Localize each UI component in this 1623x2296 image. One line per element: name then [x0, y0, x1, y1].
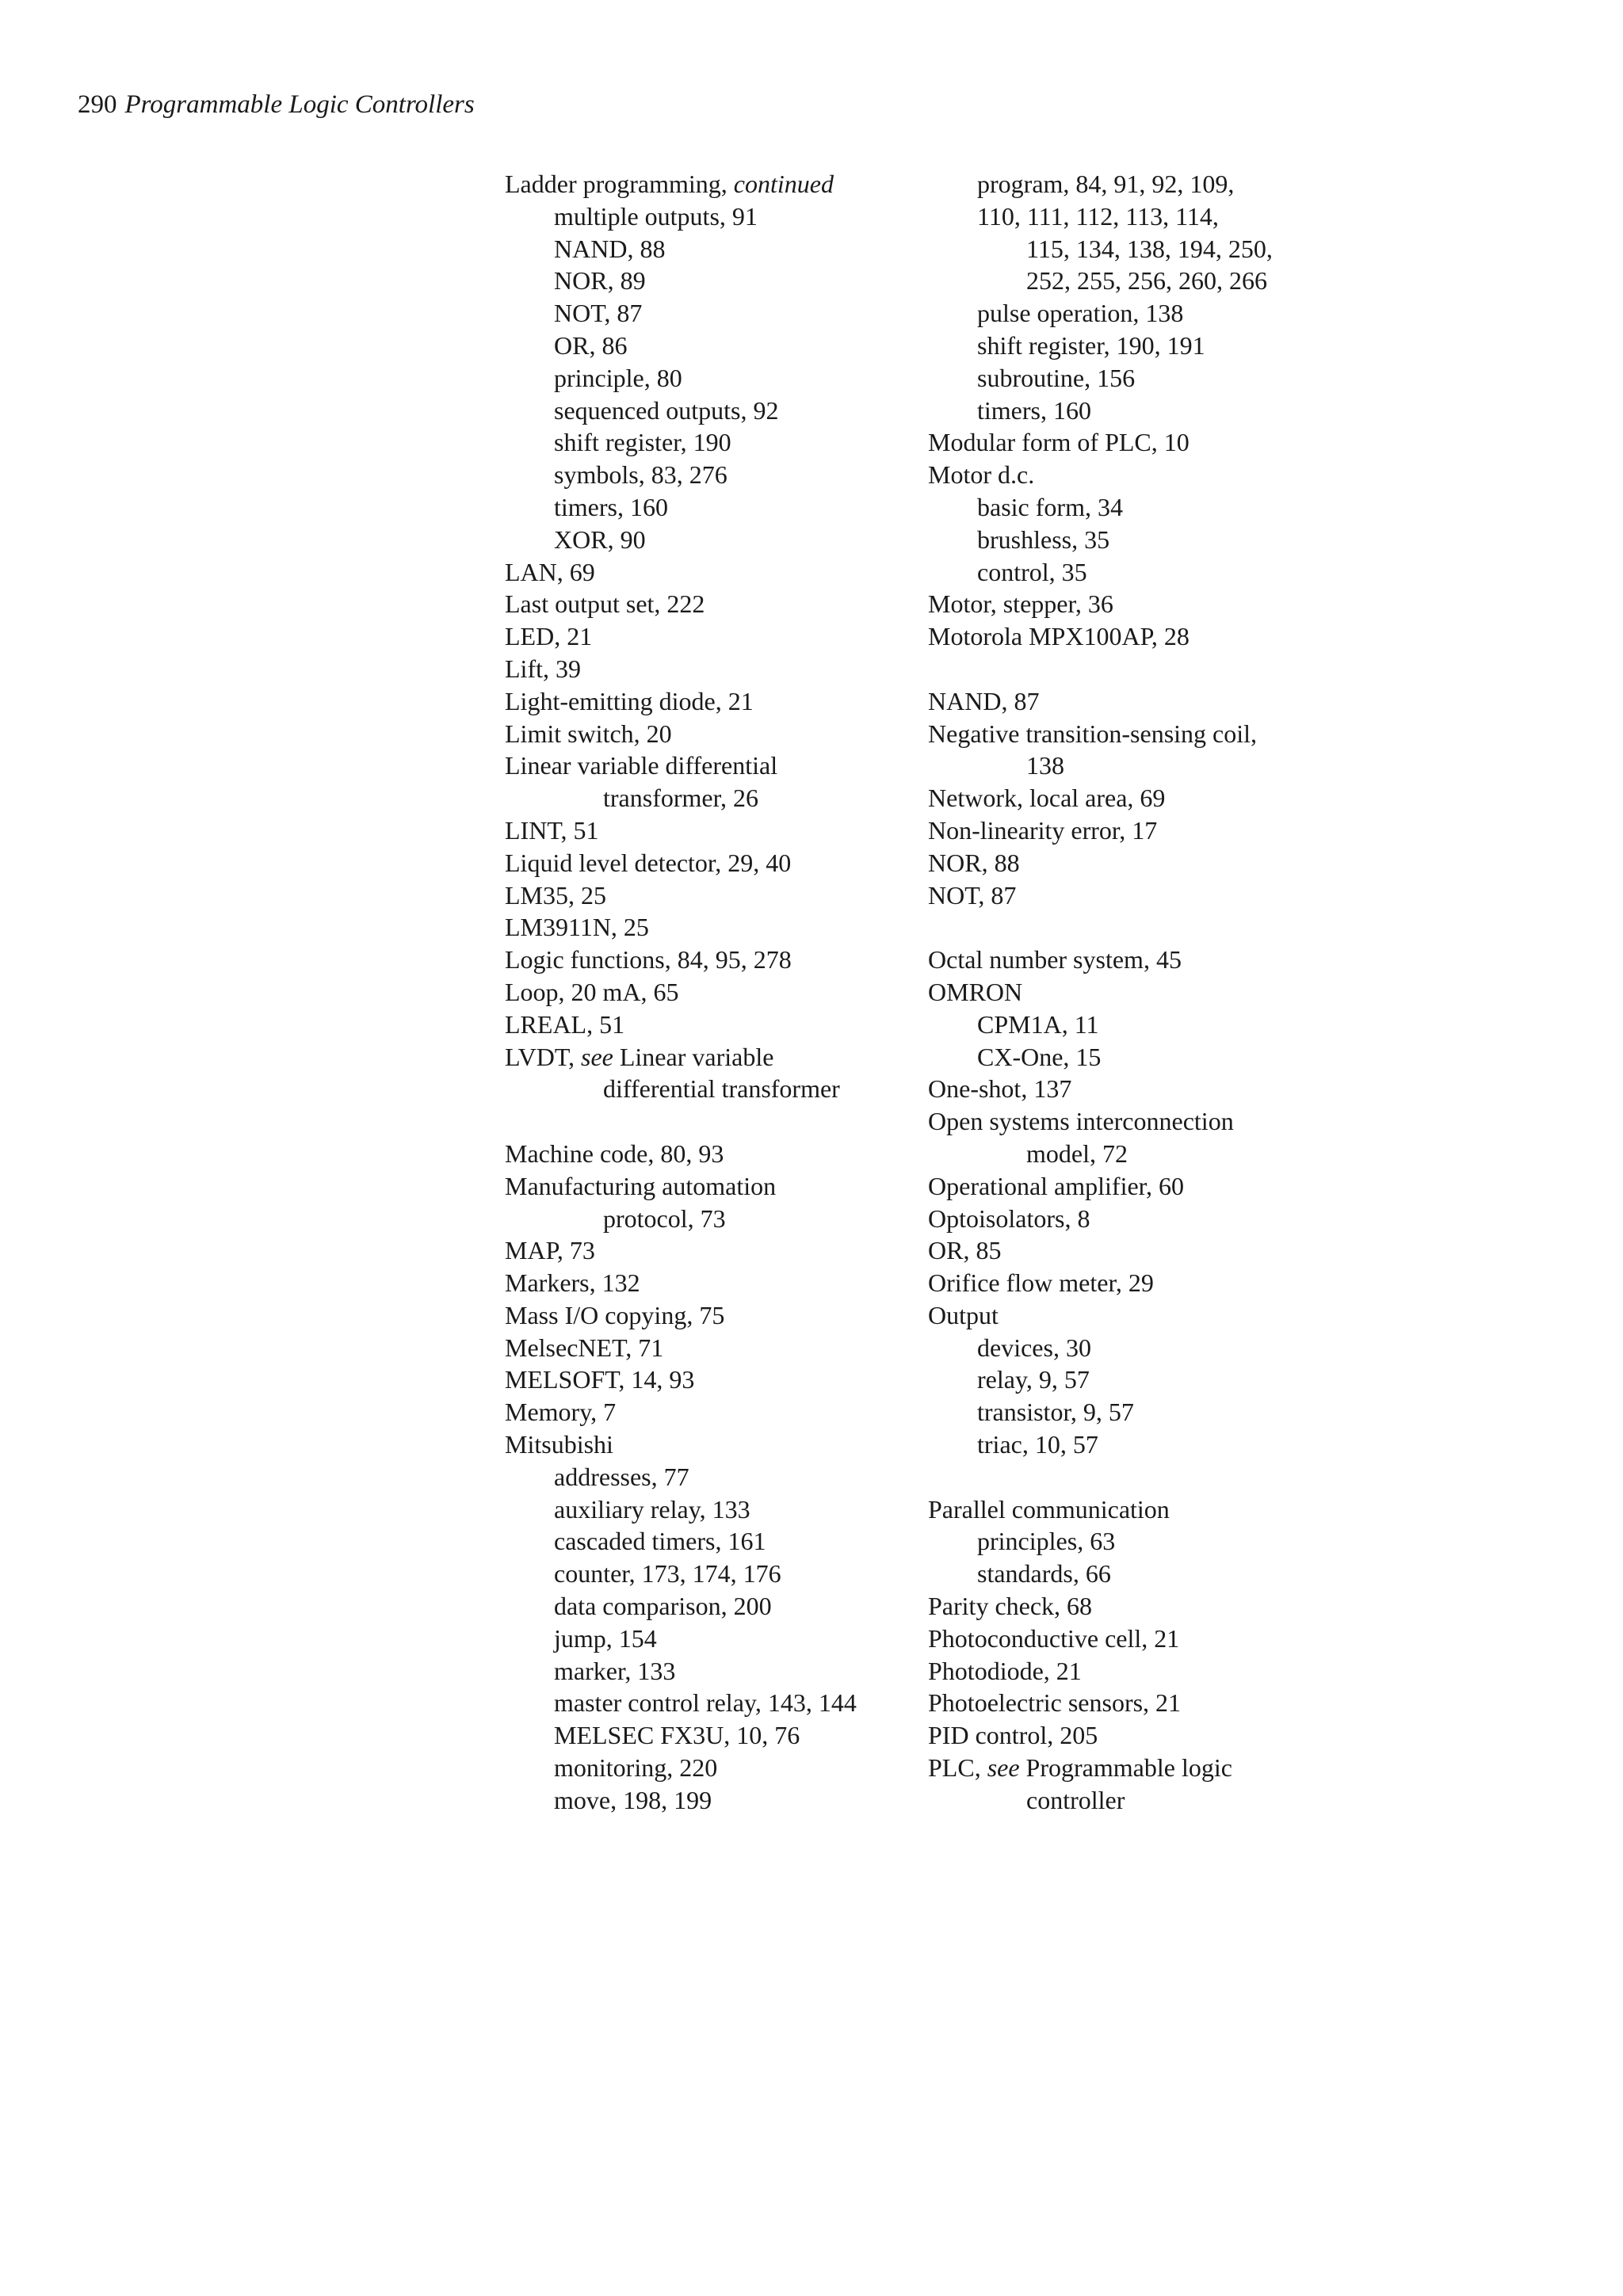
- index-entry: [505, 524, 857, 556]
- index-entry: [928, 459, 1273, 491]
- index-entry-text: addresses, 77: [554, 1462, 689, 1491]
- index-entry-text: Octal number system, 45: [928, 945, 1182, 974]
- index-entry: [928, 556, 1273, 589]
- index-entry: [505, 1267, 857, 1299]
- index-entry-text: Negative transition-sensing coil,: [928, 719, 1258, 748]
- index-spacer: [928, 653, 1273, 685]
- index-entry-text: OMRON: [928, 977, 1023, 1006]
- index-entry: [928, 1138, 1273, 1170]
- index-entry-text: NOT, 87: [554, 299, 643, 328]
- index-entry-text: Photoelectric sensors, 21: [928, 1688, 1182, 1718]
- index-entry-text: NOR, 88: [928, 848, 1020, 877]
- index-entry-text: LAN, 69: [505, 557, 595, 586]
- index-entry: [928, 1299, 1273, 1332]
- index-entry-text: control, 35: [977, 557, 1087, 586]
- index-entry: [505, 1073, 857, 1105]
- index-entry-text: CPM1A, 11: [977, 1009, 1099, 1039]
- index-entry-text: OR, 85: [928, 1236, 1002, 1265]
- index-entry: [505, 459, 857, 491]
- index-entry-text: 138: [1026, 751, 1064, 780]
- index-entry: [505, 1041, 857, 1074]
- index-entry-text: devices, 30: [977, 1333, 1091, 1362]
- index-entry-text: One-shot, 137: [928, 1074, 1072, 1104]
- index-entry: [505, 1784, 857, 1817]
- index-entry-text: jump, 154: [554, 1623, 657, 1653]
- index-entry-text: Parallel communication: [928, 1494, 1170, 1524]
- index-entry-text: triac, 10, 57: [977, 1430, 1098, 1459]
- index-entry: [505, 168, 857, 200]
- index-entry: [928, 1719, 1273, 1752]
- index-entry-text: PID control, 205: [928, 1721, 1098, 1750]
- index-entry: [928, 1203, 1273, 1235]
- index-entry: [505, 911, 857, 944]
- index-entry: [928, 1784, 1273, 1817]
- index-entry-text: move, 198, 199: [554, 1785, 712, 1814]
- index-entry: [928, 1332, 1273, 1364]
- index-entry-text: shift register, 190, 191: [977, 330, 1205, 360]
- index-entry: [505, 1009, 857, 1041]
- index-entry-text: Loop, 20 mA, 65: [505, 977, 679, 1006]
- index-entry: [505, 653, 857, 685]
- index-entry: [928, 944, 1273, 976]
- index-entry-text: Motor d.c.: [928, 460, 1035, 490]
- index-entry-text: Linear variable differential: [505, 751, 778, 780]
- index-entry-text: brushless, 35: [977, 524, 1110, 554]
- index-entry: [928, 524, 1273, 556]
- index-entry-text: program, 84, 91, 92, 109,: [977, 170, 1235, 198]
- index-entry: [928, 718, 1273, 750]
- index-entry: [928, 233, 1273, 265]
- index-entry: [928, 297, 1273, 330]
- index-entry-text: LREAL, 51: [505, 1009, 625, 1039]
- index-entry: [928, 1525, 1273, 1558]
- index-entry-text: 110, 111, 112, 113, 114,: [977, 201, 1219, 231]
- index-entry-text: transformer, 26: [603, 784, 758, 813]
- index-entry-text: OR, 86: [554, 330, 628, 360]
- index-entry-text: Motorola MPX100AP, 28: [928, 622, 1190, 651]
- index-cross-reference: see: [987, 1753, 1020, 1783]
- index-entry-text: transistor, 9, 57: [977, 1398, 1134, 1427]
- index-entry: [505, 233, 857, 265]
- index-column-left: [505, 168, 857, 1817]
- index-entry: [505, 1525, 857, 1558]
- index-entry: [928, 588, 1273, 620]
- index-entry: [505, 362, 857, 395]
- index-entry: [505, 330, 857, 362]
- index-entry: [928, 1267, 1273, 1299]
- index-entry: [928, 330, 1273, 362]
- index-entry: [505, 685, 857, 718]
- index-entry: [505, 718, 857, 750]
- index-entry: [505, 265, 857, 297]
- index-entry: [505, 879, 857, 912]
- index-entry-text: Light-emitting diode, 21: [505, 686, 754, 715]
- index-entry: [928, 1073, 1273, 1105]
- index-entry: [928, 1558, 1273, 1590]
- index-entry-text: protocol, 73: [603, 1203, 726, 1233]
- index-entry-text: model, 72: [1026, 1138, 1128, 1168]
- index-entry: [928, 1234, 1273, 1267]
- index-entry-text: LM35, 25: [505, 880, 606, 910]
- index-entry: [928, 1428, 1273, 1461]
- index-entry: [928, 685, 1273, 718]
- running-head: [78, 89, 475, 120]
- index-entry: [928, 1363, 1273, 1396]
- index-entry-text: Liquid level detector, 29, 40: [505, 848, 792, 877]
- index-entry: [505, 1623, 857, 1655]
- index-entry: [928, 782, 1273, 814]
- book-title: Programmable Logic Controllers: [124, 90, 475, 119]
- index-column-right: [928, 168, 1273, 1817]
- index-entry-text: differential transformer: [603, 1074, 840, 1104]
- index-entry-text: relay, 9, 57: [977, 1365, 1090, 1394]
- index-entry: [928, 1752, 1273, 1784]
- index-entry-text: subroutine, 156: [977, 363, 1136, 392]
- index-entry: [505, 847, 857, 879]
- index-entry: [505, 556, 857, 589]
- index-entry: [505, 491, 857, 524]
- index-entry: [928, 1170, 1273, 1203]
- index-entry-text: Network, local area, 69: [928, 784, 1166, 813]
- index-entry: [928, 200, 1273, 233]
- index-entry: [505, 1752, 857, 1784]
- index-entry: [505, 782, 857, 814]
- index-entry: [505, 944, 857, 976]
- index-entry: [505, 1655, 857, 1688]
- index-entry: [505, 1719, 857, 1752]
- index-entry-text: MELSEC FX3U, 10, 76: [554, 1721, 800, 1750]
- index-entry-text: Non-linearity error, 17: [928, 815, 1158, 845]
- index-entry: [928, 1041, 1273, 1074]
- index-entry: [505, 297, 857, 330]
- index-entry-text: Markers, 132: [505, 1268, 640, 1298]
- index-entry: [505, 1687, 857, 1719]
- index-entry: [505, 1558, 857, 1590]
- index-entry-text: monitoring, 220: [554, 1753, 718, 1783]
- index-entry-text: Manufacturing automation: [505, 1171, 777, 1200]
- index-entry-text: 252, 255, 256, 260, 266: [1026, 266, 1267, 296]
- index-entry-text: multiple outputs, 91: [554, 201, 758, 231]
- index-entry-text: Memory, 7: [505, 1398, 617, 1427]
- index-entry-text: Machine code, 80, 93: [505, 1138, 724, 1168]
- index-entry-text: Last output set, 222: [505, 589, 705, 619]
- index-entry: [505, 1234, 857, 1267]
- index-entry: [928, 976, 1273, 1009]
- index-entry-text: LED, 21: [505, 622, 593, 651]
- index-entry: [928, 1396, 1273, 1428]
- index-cross-reference-target: Linear variable: [613, 1042, 774, 1071]
- index-entry: [505, 1363, 857, 1396]
- index-entry: [928, 1687, 1273, 1719]
- index-entry-text: Ladder programming,: [505, 170, 727, 198]
- index-entry: [505, 1138, 857, 1170]
- index-entry-text: principles, 63: [977, 1527, 1116, 1556]
- index-entry-text: Output: [928, 1300, 999, 1329]
- index-entry-text: Modular form of PLC, 10: [928, 428, 1190, 457]
- index-entry-text: MELSOFT, 14, 93: [505, 1365, 695, 1394]
- index-entry-text: NOR, 89: [554, 266, 646, 296]
- index-cross-reference: see: [581, 1042, 613, 1071]
- index-entry: [928, 1655, 1273, 1688]
- index-entry: [928, 814, 1273, 847]
- index-entry-text: Photoconductive cell, 21: [928, 1623, 1180, 1653]
- index-entry-text: principle, 80: [554, 363, 682, 392]
- index-entry: [928, 879, 1273, 912]
- index-entry-text: master control relay, 143, 144: [554, 1688, 857, 1718]
- index-entry-text: symbols, 83, 276: [554, 460, 727, 490]
- index-entry-text: PLC,: [928, 1753, 981, 1783]
- index-entry-text: controller: [1026, 1785, 1125, 1814]
- index-spacer: [505, 1105, 857, 1138]
- index-entry: [505, 1332, 857, 1364]
- index-entry: [505, 620, 857, 653]
- index-entry-text: data comparison, 200: [554, 1592, 772, 1621]
- index-entry-text: MelsecNET, 71: [505, 1333, 664, 1362]
- index-entry: [505, 1493, 857, 1526]
- index-entry: [928, 620, 1273, 653]
- index-spacer: [928, 911, 1273, 944]
- index-entry-text: NAND, 88: [554, 234, 666, 263]
- index-entry: [928, 491, 1273, 524]
- index-entry-text: LM3911N, 25: [505, 913, 649, 942]
- index-entry-text: counter, 173, 174, 176: [554, 1559, 781, 1589]
- index-spacer: [928, 1461, 1273, 1493]
- index-entry: [928, 395, 1273, 427]
- index-entry-text: 115, 134, 138, 194, 250,: [1026, 234, 1273, 263]
- page-number: 290: [78, 90, 117, 119]
- index-entry-text: LVDT,: [505, 1042, 575, 1071]
- index-cross-reference-target: Programmable logic: [1019, 1753, 1232, 1783]
- index-entry-text: pulse operation, 138: [977, 299, 1184, 328]
- index-entry-text: Motor, stepper, 36: [928, 589, 1113, 619]
- index-entry-text: CX-One, 15: [977, 1042, 1102, 1071]
- index-entry-text: timers, 160: [554, 492, 668, 521]
- index-entry: [928, 1623, 1273, 1655]
- index-entry: [505, 976, 857, 1009]
- index-entry: [505, 1590, 857, 1623]
- index-entry-text: Photodiode, 21: [928, 1656, 1082, 1685]
- index-entry: [505, 200, 857, 233]
- index-cross-reference: continued: [733, 170, 834, 198]
- index-entry-text: XOR, 90: [554, 524, 646, 554]
- index-entry-text: Mitsubishi: [505, 1430, 613, 1459]
- index-entry: [505, 426, 857, 459]
- index-entry-text: Logic functions, 84, 95, 278: [505, 945, 792, 974]
- index-entry: [505, 1396, 857, 1428]
- index-entry: [928, 1493, 1273, 1526]
- index-entry: [505, 749, 857, 782]
- index-entry: [505, 588, 857, 620]
- index-entry: [505, 1461, 857, 1493]
- index-entry-text: cascaded timers, 161: [554, 1527, 766, 1556]
- index-entry: [505, 395, 857, 427]
- index-entry-text: Orifice flow meter, 29: [928, 1268, 1154, 1298]
- index-entry-text: Operational amplifier, 60: [928, 1171, 1185, 1200]
- index-entry: [928, 362, 1273, 395]
- index-entry-text: standards, 66: [977, 1559, 1111, 1589]
- index-entry-text: Lift, 39: [505, 654, 581, 683]
- index-entry-text: Mass I/O copying, 75: [505, 1300, 725, 1329]
- index-entry: [928, 168, 1273, 200]
- index-entry-text: basic form, 34: [977, 492, 1123, 521]
- index-entry: [505, 1299, 857, 1332]
- index-entry-text: NAND, 87: [928, 686, 1040, 715]
- index-entry: [928, 265, 1273, 297]
- index-entry-text: auxiliary relay, 133: [554, 1494, 750, 1524]
- index-entry: [505, 1428, 857, 1461]
- index-entry: [505, 814, 857, 847]
- index-entry: [928, 1009, 1273, 1041]
- index-entry-text: marker, 133: [554, 1656, 676, 1685]
- index-entry-text: shift register, 190: [554, 428, 731, 457]
- index-entry: [505, 1170, 857, 1203]
- index-entry-text: Limit switch, 20: [505, 719, 672, 748]
- index-entry: [928, 1105, 1273, 1138]
- index-entry-text: sequenced outputs, 92: [554, 395, 779, 425]
- index-entry: [928, 749, 1273, 782]
- index-entry-text: MAP, 73: [505, 1236, 595, 1265]
- index-entry-text: Optoisolators, 8: [928, 1203, 1090, 1233]
- index-entry: [928, 426, 1273, 459]
- index-entry-text: timers, 160: [977, 395, 1091, 425]
- index-entry-text: Open systems interconnection: [928, 1107, 1234, 1136]
- index-entry-text: NOT, 87: [928, 880, 1017, 910]
- index-entry: [928, 1590, 1273, 1623]
- index-entry: [928, 847, 1273, 879]
- index-entry-text: Parity check, 68: [928, 1592, 1093, 1621]
- index-entry: [505, 1203, 857, 1235]
- index-entry-text: LINT, 51: [505, 815, 599, 845]
